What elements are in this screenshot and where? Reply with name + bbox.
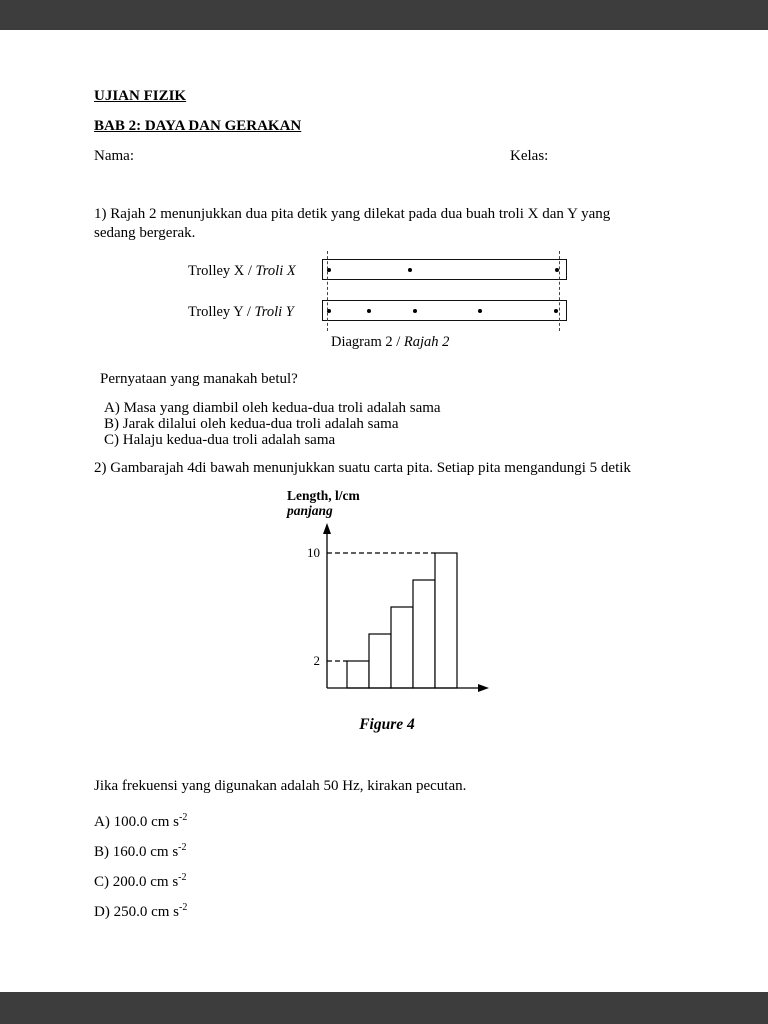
tape-y (322, 300, 567, 321)
option-a2-text: A) 100.0 cm s (94, 814, 179, 830)
svg-text:2: 2 (313, 653, 320, 668)
ticker-dot (367, 309, 371, 313)
alignment-dash-right (559, 251, 560, 331)
ticker-tape-diagram (188, 250, 588, 354)
option-b2-text: B) 160.0 cm s (94, 844, 179, 860)
doc-title: UJIAN FIZIK (94, 88, 187, 104)
answer-option-c: C) Halaju kedua-dua troli adalah sama (104, 432, 336, 448)
ticker-dot (408, 268, 412, 272)
diagram-caption (331, 334, 449, 351)
viewer-top-bar (0, 0, 768, 30)
name-label: Nama: (94, 148, 134, 164)
question1-text: Pernyataan yang manakah betul? (100, 371, 298, 387)
y-axis-label-line2: panjang (287, 502, 333, 518)
doc-chapter-title: BAB 2: DAYA DAN GERAKAN (94, 118, 302, 134)
option-b2-sup: -2 (178, 842, 187, 853)
trolley-y-label-ms: Troli Y (254, 304, 294, 320)
option-d2-sup: -2 (179, 902, 188, 913)
class-label: Kelas: (510, 148, 549, 164)
alignment-dash-left (327, 251, 328, 331)
trolley-y-label (188, 304, 294, 321)
question1-options (104, 400, 441, 448)
ticker-dot (478, 309, 482, 313)
option-c2-text: C) 200.0 cm s (94, 874, 179, 890)
answer-option-a: A) Masa yang diambil oleh kedua-dua troli adalah sama (104, 400, 441, 416)
trolley-x-label (188, 263, 296, 280)
answer-option-b: B) Jarak dilalui oleh kedua-dua troli adalah sama (104, 416, 399, 432)
answer-option-c2 (94, 872, 187, 891)
ticker-dot (554, 309, 558, 313)
answer-option-b2 (94, 842, 187, 861)
option-d2-text: D) 250.0 cm s (94, 904, 179, 920)
ticker-dot (413, 309, 417, 313)
figure-caption: Figure 4 (359, 716, 415, 733)
trolley-x-label-en: Trolley X / (188, 263, 256, 279)
svg-text:10: 10 (307, 545, 320, 560)
diagram-caption-ms: Rajah 2 (403, 334, 450, 350)
question2-prompt: 2) Gambarajah 4di bawah menunjukkan suatu carta pita. Setiap pita mengandungi 5 detik (94, 460, 631, 476)
answer-option-a2 (94, 812, 187, 831)
trolley-y-label-en: Trolley Y / (188, 304, 255, 320)
viewer-bottom-bar (0, 992, 768, 1024)
option-a2-sup: -2 (179, 812, 188, 823)
answer-option-d2 (94, 902, 187, 921)
trolley-x-label-ms: Troli X (255, 263, 296, 279)
question2-text: Jika frekuensi yang digunakan adalah 50 Hz, kirakan pecutan. (94, 778, 467, 794)
option-c2-sup: -2 (178, 872, 187, 883)
question1-prompt: 1) Rajah 2 menunjukkan dua pita detik yang dilekat pada dua buah troli X dan Y yang sedang bergerak. (94, 206, 611, 241)
chart-y-axis-label (287, 489, 360, 519)
tape-x (322, 259, 567, 280)
y-axis-label-line1: Length, l/cm (287, 488, 360, 503)
tape-chart-svg (282, 520, 492, 705)
diagram-caption-en: Diagram 2 / (331, 334, 404, 350)
